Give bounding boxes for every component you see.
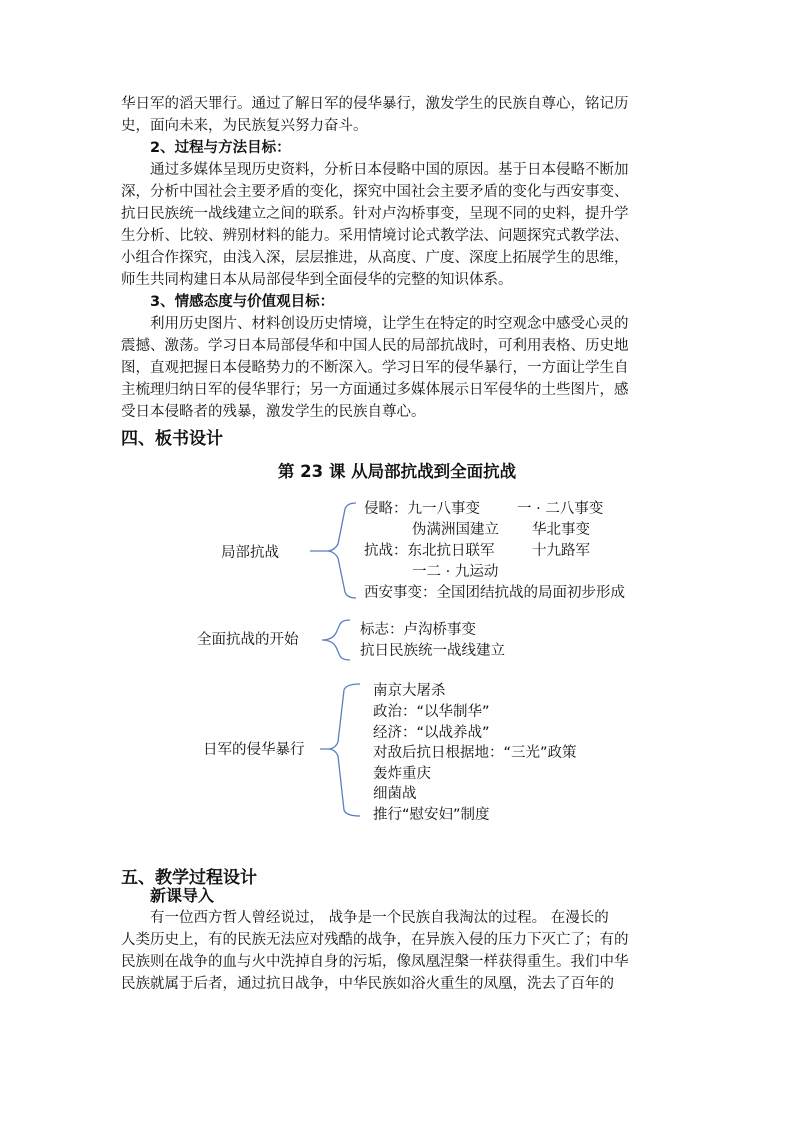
goal3-title: 3、情感态度与价值观目标： <box>150 294 335 310</box>
paragraph-line: 深，分析中国社会主要矛盾的变化，探究中国社会主要矛盾的变化与西安事变、 <box>121 184 629 200</box>
paragraph-line: 有一位西方哲人曾经说过， 战争是一个民族自我淘汰的过程。 在漫长的 <box>150 910 609 926</box>
board-item: 一二 · 九运动 <box>412 564 499 580</box>
board-item: 标志：卢沟桥事变 <box>360 622 476 638</box>
goal2-title: 2、过程与方法目标： <box>150 140 291 156</box>
board-item: 轰炸重庆 <box>373 766 431 782</box>
board-group-label: 局部抗战 <box>221 545 279 561</box>
paragraph-line: 图，直观把握日本侵略势力的不断深入。学习日军的侵华暴行，一方面让学生自 <box>121 360 629 376</box>
paragraph-line: 华日军的滔天罪行。通过了解日军的侵华暴行，激发学生的民族自尊心，铭记历 <box>121 96 629 112</box>
board-item: 经济：“以战养战” <box>373 725 490 741</box>
paragraph-line: 民族则在战争的血与火中洗掉自身的污垢，像凤凰涅槃一样获得重生。我们中华 <box>121 954 629 970</box>
board-item: 细菌战 <box>373 786 417 802</box>
paragraph-line: 通过多媒体呈现历史资料，分析日本侵略中国的原因。基于日本侵略不断加 <box>150 162 629 178</box>
paragraph-line: 人类历史上，有的民族无法应对残酷的战争，在异族入侵的压力下灭亡了；有的 <box>121 932 629 948</box>
paragraph-line: 师生共同构建日本从局部侵华到全面侵华的完整的知识体系。 <box>121 272 513 288</box>
board-item: 推行“慰安妇”制度 <box>373 807 490 823</box>
paragraph-line: 利用历史图片、材料创设历史情境，让学生在特定的时空观念中感受心灵的 <box>150 316 629 332</box>
board-item: 一 · 二八事变 <box>517 501 604 517</box>
paragraph-line: 小组合作探究，由浅入深，层层推进，从高度、广度、深度上拓展学生的思维， <box>121 250 629 266</box>
board-group-label: 日军的侵华暴行 <box>203 742 305 758</box>
board-item: 政治：“以华制华” <box>373 704 490 720</box>
paragraph-line: 主梳理归纳日军的侵华罪行；另一方面通过多媒体展示日军侵华的土些图片，感 <box>121 382 629 398</box>
paragraph-line: 生分析、比较、辨别材料的能力。采用情境讨论式教学法、问题探究式教学法、 <box>121 228 629 244</box>
paragraph-line: 震撼、激荡。学习日本局部侵华和中国人民的局部抗战时，可利用表格、历史地 <box>121 338 629 354</box>
board-item: 西安事变：全国团结抗战的局面初步形成 <box>364 585 625 601</box>
section-heading: 四、板书设计 <box>121 429 223 449</box>
board-item: 对敌后抗日根据地：“三光”政策 <box>373 745 577 761</box>
board-group-label: 全面抗战的开始 <box>197 632 299 648</box>
section-heading: 五、教学过程设计 <box>121 868 257 888</box>
paragraph-line: 抗日民族统一战线建立之间的联系。针对卢沟桥事变，呈现不同的史料，提升学 <box>121 206 629 222</box>
board-item: 抗战：东北抗日联军 <box>364 543 495 559</box>
section-subtitle: 新课导入 <box>150 886 215 905</box>
board-item: 侵略：九一八事变 <box>364 501 480 517</box>
board-item: 十九路军 <box>532 543 590 559</box>
paragraph-line: 民族就属于后者，通过抗日战争，中华民族如浴火重生的凤凰，洗去了百年的 <box>121 976 614 992</box>
board-item: 伪满洲国建立 <box>412 522 499 538</box>
board-item: 抗日民族统一战线建立 <box>360 643 505 659</box>
board-title: 第 23 课 从局部抗战到全面抗战 <box>277 462 517 481</box>
board-item: 南京大屠杀 <box>373 683 446 699</box>
paragraph-line: 史，面向未来，为民族复兴努力奋斗。 <box>121 118 368 134</box>
paragraph-line: 受日本侵略者的残暴，激发学生的民族自尊心。 <box>121 404 426 420</box>
board-item: 华北事变 <box>532 522 590 538</box>
